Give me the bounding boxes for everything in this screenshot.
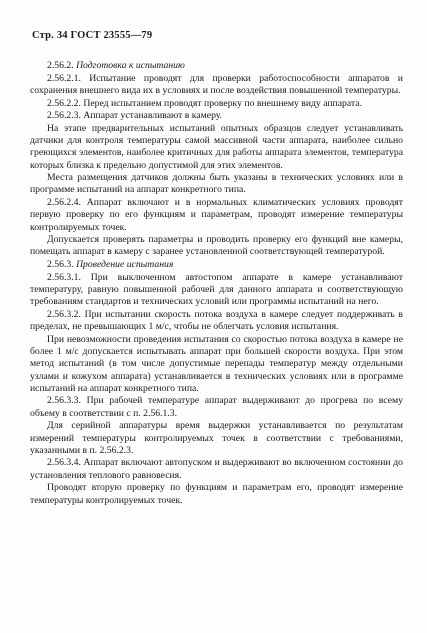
paragraph: 2.56.3.2. При испытании скорость потока воздуха в камере следует поддерживать в пределах, не превышающих 1 м/с, чтобы не облегчать условия испытания. <box>30 308 403 333</box>
paragraph: 2.56.2.3. Аппарат устанавливают в камеру. <box>47 110 223 122</box>
paragraph: 2.56.2.2. Перед испытанием проводят проверку по внешнему виду аппарата. <box>47 97 362 109</box>
paragraph: Места размещения датчиков должны быть указаны в технических условиях или в программе испытаний на аппарат конкретного типа. <box>30 172 403 196</box>
paragraph: Проводят вторую проверку по функциям и параметрам его, проводят измерение температуры контролируемых точек. <box>30 482 403 506</box>
document-body <box>30 60 403 507</box>
paragraph: Для серийной аппаратуры время выдержки устанавливается по результатам измерений температуры контролируемых точек в соответствии с требованиями, указанными в п. 2.56.2.3. <box>30 420 403 456</box>
paragraph: 2.56.2.4. Аппарат включают и в нормальных климатических условиях проводят первую проверку по его функциям и параметрам, проводят измерение температуры контролируемых точек. <box>30 197 403 233</box>
section-title: Подготовка к испытанию <box>76 60 185 71</box>
paragraph: 2.56.2.1. Испытание проводят для проверки работоспособности аппаратов и сохранения внешнего вида их в условиях и после воздействия повышенной температуры. <box>30 72 403 96</box>
section-title: Проведение испытания <box>76 259 174 271</box>
section-heading-preparation <box>30 60 403 72</box>
page-header: Стр. 34 ГОСТ 23555—79 <box>32 30 153 41</box>
paragraph: При невозможности проведения испытания со скоростью потока воздуха в камере не более 1 м/с допускается испытывать аппарат при большей скорости воздуха. При этом метод испытаний (в том числе допустимые перепады температур между отдельными узлами и кожухом аппарата) устанавливается в технических условиях или в программе испытаний на аппарат конкретного типа. <box>30 333 403 394</box>
paragraph: 2.56.3.4. Аппарат включают автопуском и выдерживают во включенном состоянии до установления теплового равновесия. <box>30 457 403 481</box>
paragraph: Допускается проверять параметры и проводить проверку его функций вне камеры, помещать аппарат в камеру с заранее установленной соответствующей температурой. <box>30 234 403 258</box>
section-number: 2.56.2. <box>47 60 74 71</box>
section-number: 2.56.3. <box>47 259 74 271</box>
paragraph: 2.56.3.1. При выключенном автостопом аппарате в камере устанавливают температуру, равную повышенной рабочей для данного аппарата и соответствующую требованиям стандартов и технических условий или программы испытаний на него. <box>30 271 403 308</box>
section-heading-procedure <box>30 259 403 271</box>
paragraph: На этапе предварительных испытаний опытных образцов следует устанавливать датчики для контроля температуры самой массивной части аппарата, наиболее сильно греющихся элементов, наиболее критичных для работы аппарата элементов, температура которых близка к предельно допустимой для этих элементов. <box>30 122 403 171</box>
paragraph: 2.56.3.3. При рабочей температуре аппарат выдерживают до прогрева по всему объему в соответствии с п. 2.56.1.3. <box>30 395 403 419</box>
